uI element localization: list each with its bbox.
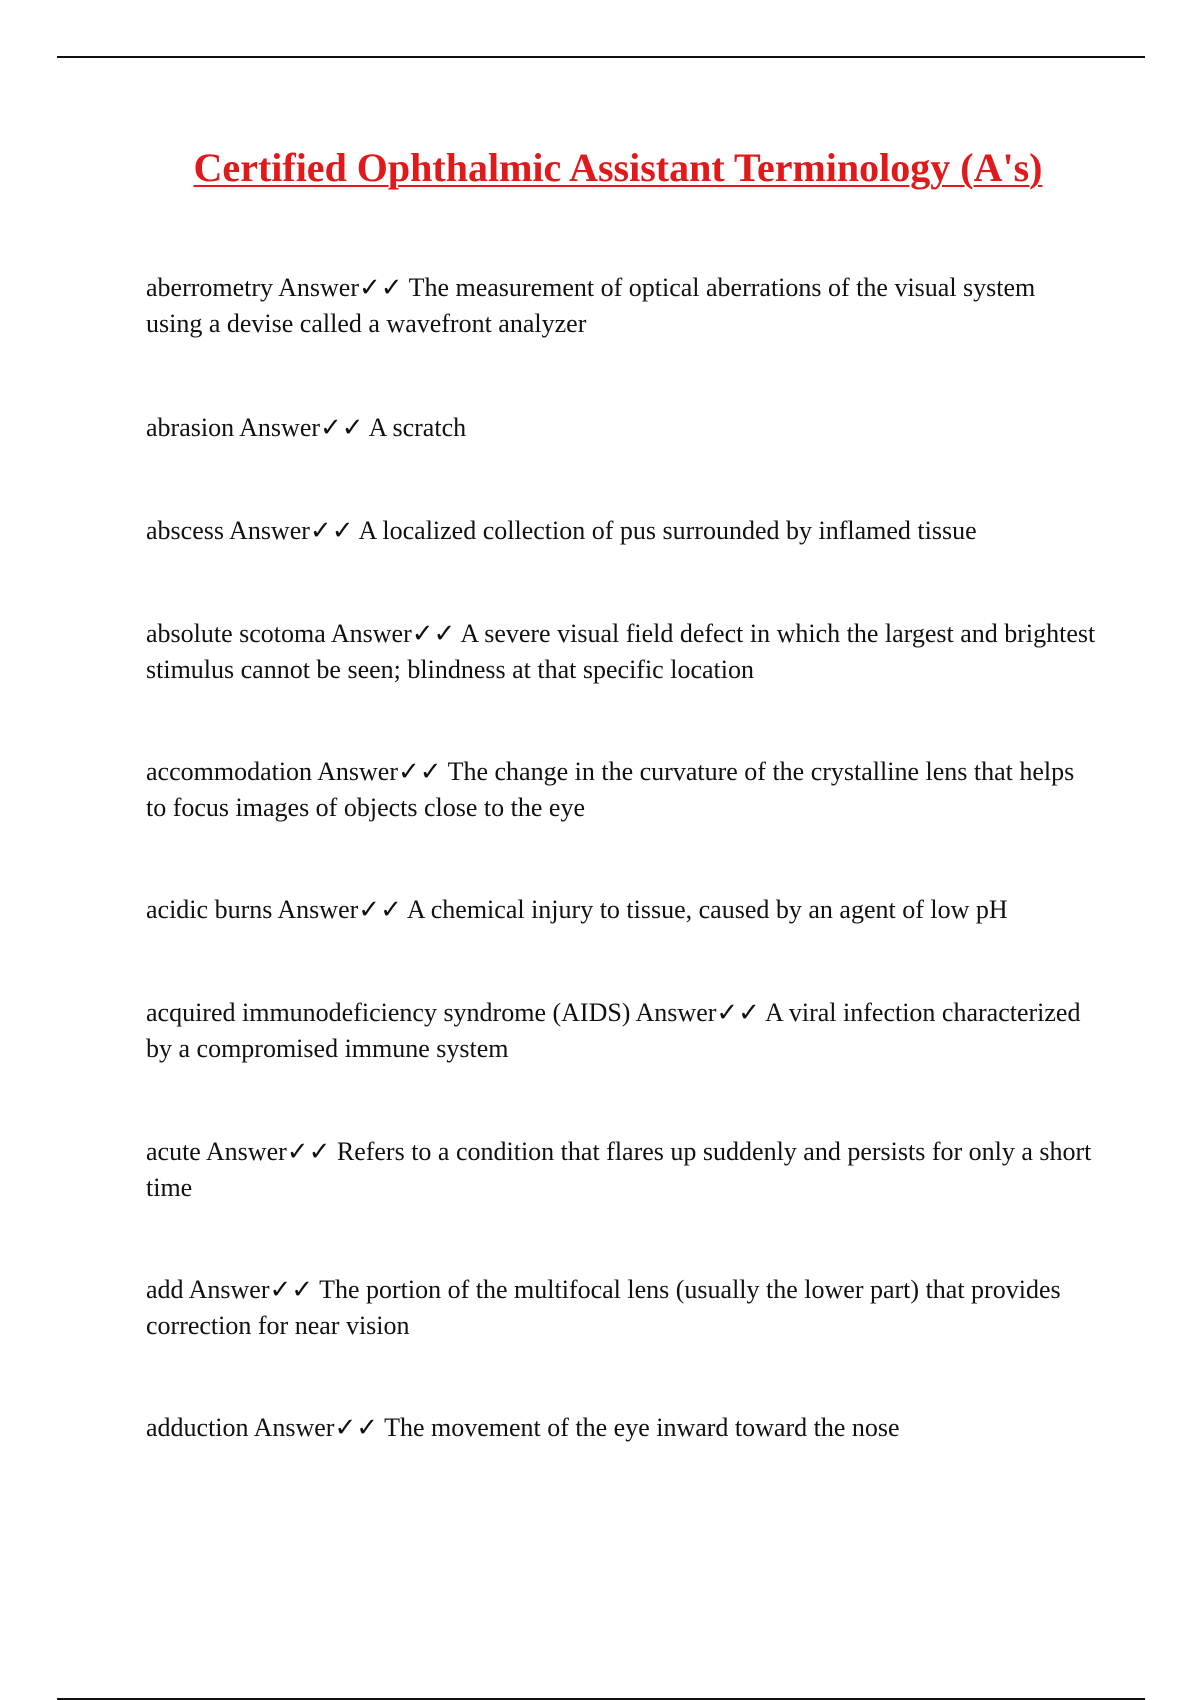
term-entry: abscess Answer✓✓ A localized collection of pus surrounded by inflamed tissue [146,516,977,545]
term-entry: absolute scotoma Answer✓✓ A severe visual field defect in which the largest and brightest stimulus cannot be seen; blindness at that specific location [146,619,1096,684]
term-entry: adduction Answer✓✓ The movement of the eye inward toward the nose [146,1413,900,1442]
term-entry: accommodation Answer✓✓ The change in the curvature of the crystalline lens that helps to focus images of objects close to the eye [146,757,1075,822]
top-rule [57,56,1145,58]
term-entry: aberrometry Answer✓✓ The measurement of optical aberrations of the visual system using a devise called a wavefront analyzer [146,273,1036,338]
term-entry: acquired immunodeficiency syndrome (AIDS) Answer✓✓ A viral infection characterized by a compromised immune system [146,998,1081,1063]
term-entry: acidic burns Answer✓✓ A chemical injury to tissue, caused by an agent of low pH [146,895,1008,924]
page-title: Certified Ophthalmic Assistant Terminology (A's) [193,145,1043,190]
term-entry: add Answer✓✓ The portion of the multifocal lens (usually the lower part) that provides correction for near vision [146,1275,1061,1340]
term-entry: acute Answer✓✓ Refers to a condition that flares up suddenly and persists for only a short time [146,1137,1092,1202]
term-entry: abrasion Answer✓✓ A scratch [146,413,467,442]
terminology-list [146,270,1096,1446]
